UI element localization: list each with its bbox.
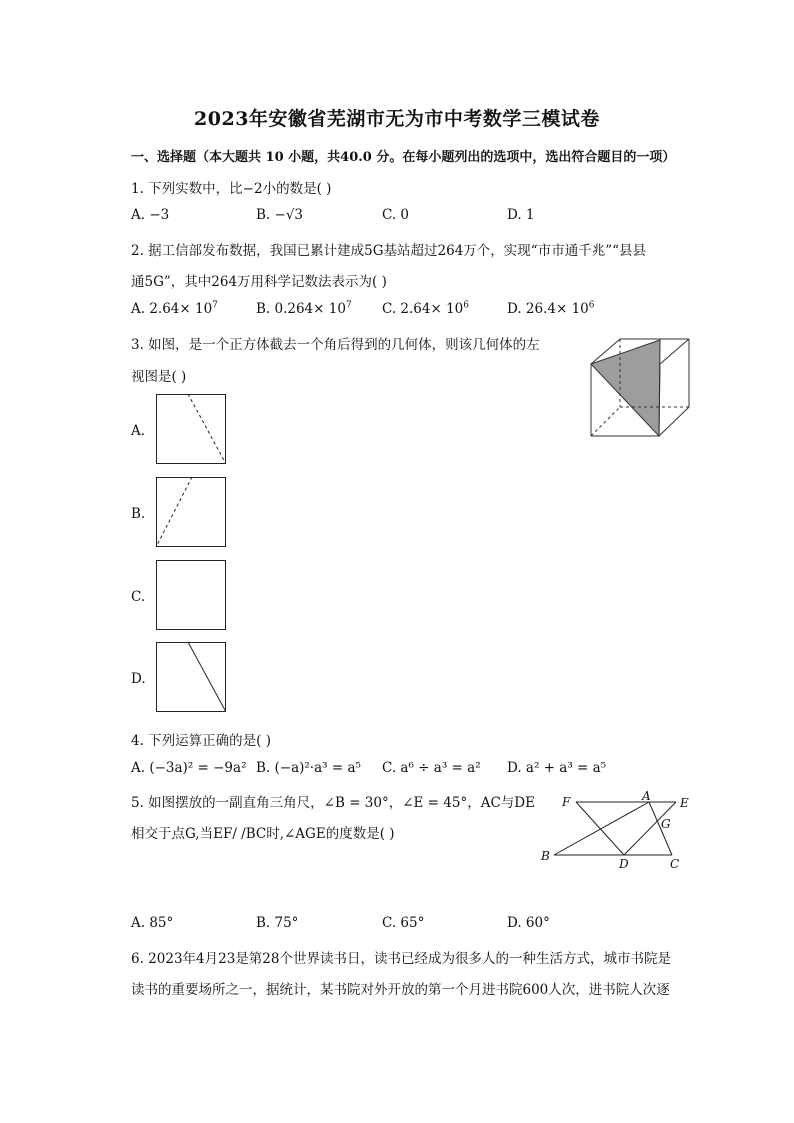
q5-label-b: B [541, 849, 550, 863]
q3-option-c-figure [156, 560, 226, 630]
q1-option-b: B. −√3 [256, 207, 304, 223]
section-heading: 一、选择题（本大题共 10 小题，共40.0 分。在每小题列出的选项中，选出符合题目的一项） [131, 150, 676, 165]
q5-stem-line1: 5. 如图摆放的一副直角三角尺，∠B = 30°，∠E = 45°，AC与DE [131, 795, 535, 811]
q5-label-d: D [619, 857, 629, 871]
q2-option-a [131, 301, 218, 317]
q3-label-d: D. [131, 671, 146, 687]
q3-label-c: C. [131, 589, 146, 605]
q2-option-b [256, 301, 352, 317]
q3-option-d-figure [156, 642, 226, 712]
q2-option-d-base: D. 26.4× 10 [507, 301, 589, 317]
exam-title: 2023年安徽省芜湖市无为市中考数学三模试卷 [194, 108, 600, 130]
q4-option-b: B. (−a)²·a³ = a⁵ [256, 760, 361, 776]
q3-label-a: A. [131, 423, 146, 439]
q5-label-f: F [562, 795, 571, 809]
q3-stem-line2: 视图是( ) [131, 369, 187, 385]
q5-triangles-figure [536, 788, 696, 872]
q3-option-a-figure [156, 394, 226, 464]
q5-option-d: D. 60° [507, 915, 550, 931]
q5-option-c: C. 65° [382, 915, 425, 931]
q3-cut-face [591, 340, 660, 436]
q2-option-c-base: C. 2.64× 10 [382, 301, 464, 317]
q2-option-b-base: B. 0.264× 10 [256, 301, 346, 317]
q5-stem-line2: 相交于点G,当EF/ /BC时,∠AGE的度数是( ) [131, 826, 395, 842]
q3-option-b-figure [156, 477, 226, 547]
q2-option-b-exponent: 7 [345, 300, 352, 311]
q4-stem: 4. 下列运算正确的是( ) [131, 733, 271, 749]
q2-stem-line2: 通5G”，其中264万用科学记数法表示为( ) [131, 274, 387, 290]
q4-option-c: C. a⁶ ÷ a³ = a² [382, 760, 481, 776]
q6-stem-line1: 6. 2023年4月23是第28个世界读书日，读书已经成为很多人的一种生活方式，城市书院是 [131, 951, 671, 967]
q2-option-d-exponent: 6 [588, 300, 595, 311]
q4-option-d: D. a² + a³ = a⁵ [507, 760, 607, 776]
q5-option-b: B. 75° [256, 915, 299, 931]
q2-option-a-exponent: 7 [212, 300, 218, 311]
q2-option-c-exponent: 6 [463, 300, 470, 311]
q3-label-b: B. [131, 506, 146, 522]
q3-cube-figure [588, 334, 692, 440]
q1-option-a: A. −3 [131, 207, 170, 223]
q5-label-e: E [680, 796, 689, 810]
q4-option-a: A. (−3a)² = −9a² [131, 760, 247, 776]
q5-option-a: A. 85° [131, 915, 174, 931]
q6-stem-line2: 读书的重要场所之一，据统计，某书院对外开放的第一个月进书院600人次，进书院人次逐 [131, 982, 670, 998]
q1-option-c: C. 0 [382, 207, 410, 223]
q1-option-d: D. 1 [507, 207, 535, 223]
q2-option-c [382, 301, 469, 317]
q5-label-c: C [670, 857, 680, 871]
q1-stem: 1. 下列实数中，比−2小的数是( ) [131, 181, 332, 197]
q5-label-a: A [642, 789, 651, 803]
q3-stem-line1: 3. 如图，是一个正方体截去一个角后得到的几何体，则该几何体的左 [131, 337, 540, 353]
q5-label-g: G [661, 817, 671, 831]
q2-stem-line1: 2. 据工信部发布数据，我国已累计建成5G基站超过264万个，实现“市市通千兆”“县县 [131, 243, 647, 259]
q2-option-d [507, 301, 595, 317]
q2-option-a-base: A. 2.64× 10 [131, 301, 213, 317]
